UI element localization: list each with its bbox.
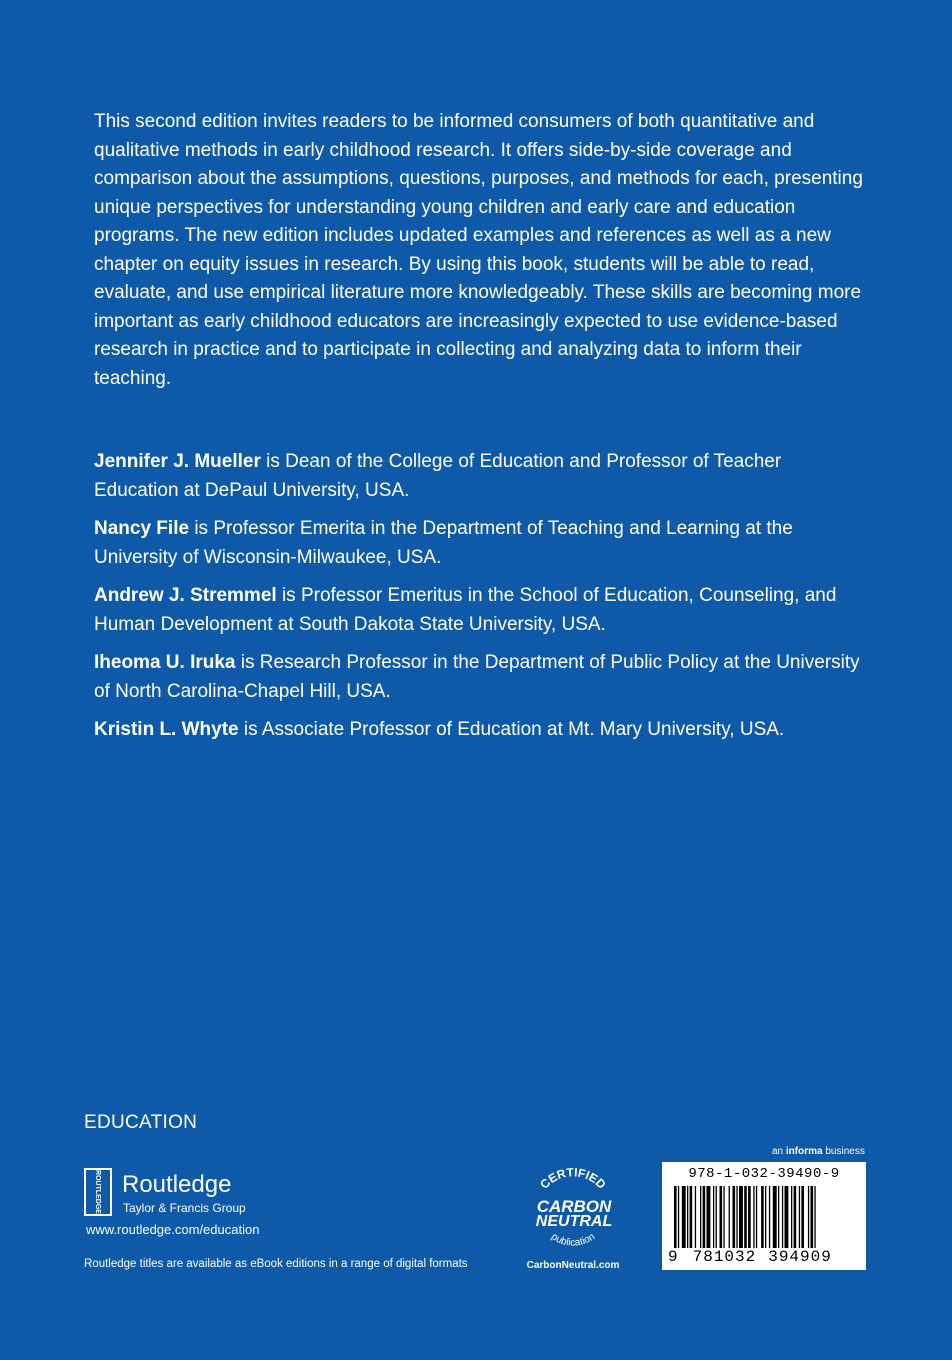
barcode-bar xyxy=(695,1186,696,1248)
isbn-digits-left: 781032 xyxy=(692,1248,757,1266)
author-bio-text: is Associate Professor of Education at Mt. Mary University, USA. xyxy=(238,719,785,740)
barcode-bar xyxy=(756,1186,757,1248)
barcode-bar xyxy=(801,1186,804,1248)
barcode-bar xyxy=(723,1186,724,1248)
barcode-bar xyxy=(765,1186,766,1248)
barcode-bar xyxy=(769,1186,770,1248)
subject-category: EDUCATION xyxy=(84,1112,198,1133)
barcode-bar xyxy=(773,1186,777,1248)
barcode-bar xyxy=(713,1186,714,1248)
isbn-digits xyxy=(668,1248,864,1266)
barcode-bar xyxy=(761,1186,764,1248)
publisher-url[interactable]: www.routledge.com/education xyxy=(86,1222,260,1237)
barcode-bar xyxy=(690,1186,693,1248)
barcode-bar xyxy=(794,1186,797,1248)
carbon-neutral-badge xyxy=(510,1160,636,1276)
ebook-note: Routledge titles are available as eBook editions in a range of digital formats xyxy=(84,1258,468,1270)
barcode-bar xyxy=(799,1186,800,1248)
cn-site: CarbonNeutral.com xyxy=(526,1260,620,1271)
barcode-bar xyxy=(703,1186,706,1248)
svg-text:CERTIFIED xyxy=(537,1165,609,1192)
barcode-bar xyxy=(811,1186,814,1248)
informa-tagline xyxy=(772,1146,865,1157)
informa-prefix: an xyxy=(772,1146,786,1157)
author-bio-text: is Research Professor in the Department of Public Policy at the University of North Carolina-Chapel Hill, USA. xyxy=(94,652,860,702)
barcode-bar xyxy=(729,1186,730,1248)
author-bio xyxy=(94,448,866,505)
barcode-bar xyxy=(682,1186,686,1248)
author-bio xyxy=(94,515,866,572)
author-bios xyxy=(94,448,866,755)
back-cover-blurb: This second edition invites readers to be informed consumers of both quantitative and qualitative methods in early childhood research. It offers side-by-side coverage and comparison about the assumptions, questions, purposes, and methods for each, presenting unique perspectives for understanding young children and early care and education programs. The new edition includes updated examples and references as well as a new chapter on equity issues in research. By using this book, students will be able to read, evaluate, and use empirical literature more knowledgeably. These skills are becoming more important as early childhood educators are increasingly expected to use evidence-based research in practice and to participate in collecting and analyzing data to inform their teaching. xyxy=(94,111,863,389)
author-name: Kristin L. Whyte xyxy=(94,719,239,740)
barcode-bar xyxy=(716,1186,717,1248)
barcode-bar xyxy=(739,1186,743,1248)
cn-publication: publication xyxy=(549,1231,597,1249)
isbn-barcode xyxy=(662,1162,866,1270)
barcode-bar xyxy=(814,1186,815,1248)
author-name: Nancy File xyxy=(94,518,190,539)
barcode-bars xyxy=(672,1186,858,1248)
barcode-bar xyxy=(778,1186,779,1248)
author-name: Jennifer J. Mueller xyxy=(94,451,261,472)
author-name: Iheoma U. Iruka xyxy=(94,652,236,673)
author-bio-text: is Professor Emerita in the Department of Teaching and Learning at the University of Wisconsin-Milwaukee, USA. xyxy=(94,518,793,568)
author-bio-text: is Professor Emeritus in the School of Education, Counseling, and Human Development at South Dakota State University, USA. xyxy=(94,585,837,635)
barcode-bar xyxy=(700,1186,701,1248)
cn-carbon: CARBON xyxy=(536,1197,612,1216)
barcode-bar xyxy=(707,1186,711,1248)
barcode-bar xyxy=(744,1186,747,1248)
isbn-number: 978-1-032-39490-9 xyxy=(688,1166,840,1182)
isbn-digit-first: 9 xyxy=(668,1248,679,1266)
publisher-logo xyxy=(84,1168,304,1218)
barcode-bar xyxy=(720,1186,723,1248)
publisher-group: Taylor & Francis Group xyxy=(123,1201,246,1215)
barcode-bar xyxy=(808,1186,809,1248)
cn-certified: CERTIFIED xyxy=(537,1165,609,1192)
barcode-bar xyxy=(678,1186,679,1248)
carbon-neutral-logo-icon xyxy=(510,1160,636,1260)
barcode-bar xyxy=(753,1186,754,1248)
barcode-bar xyxy=(736,1186,737,1248)
author-name: Andrew J. Stremmel xyxy=(94,585,277,606)
author-bio xyxy=(94,716,866,745)
author-bio xyxy=(94,649,866,706)
author-bio xyxy=(94,582,866,639)
barcode-bar xyxy=(687,1186,688,1248)
barcode-bar xyxy=(748,1186,751,1248)
barcode-bar xyxy=(733,1186,736,1248)
publisher-name: Routledge xyxy=(122,1171,232,1198)
cn-neutral: NEUTRAL xyxy=(535,1213,613,1230)
barcode-bar xyxy=(785,1186,789,1248)
publisher-mark-text: ROUTLEDGE xyxy=(94,1170,102,1214)
routledge-logo-icon xyxy=(84,1168,112,1216)
isbn-digits-right: 394909 xyxy=(768,1248,832,1266)
informa-brand: informa xyxy=(785,1146,823,1157)
author-bio-text: is Dean of the College of Education and Professor of Teacher Education at DePaul University, USA. xyxy=(94,451,782,501)
barcode-bar xyxy=(782,1186,783,1248)
svg-text:publication xyxy=(549,1231,597,1248)
barcode-bar xyxy=(791,1186,792,1248)
barcode-bar xyxy=(674,1186,677,1248)
informa-suffix: business xyxy=(822,1146,865,1157)
